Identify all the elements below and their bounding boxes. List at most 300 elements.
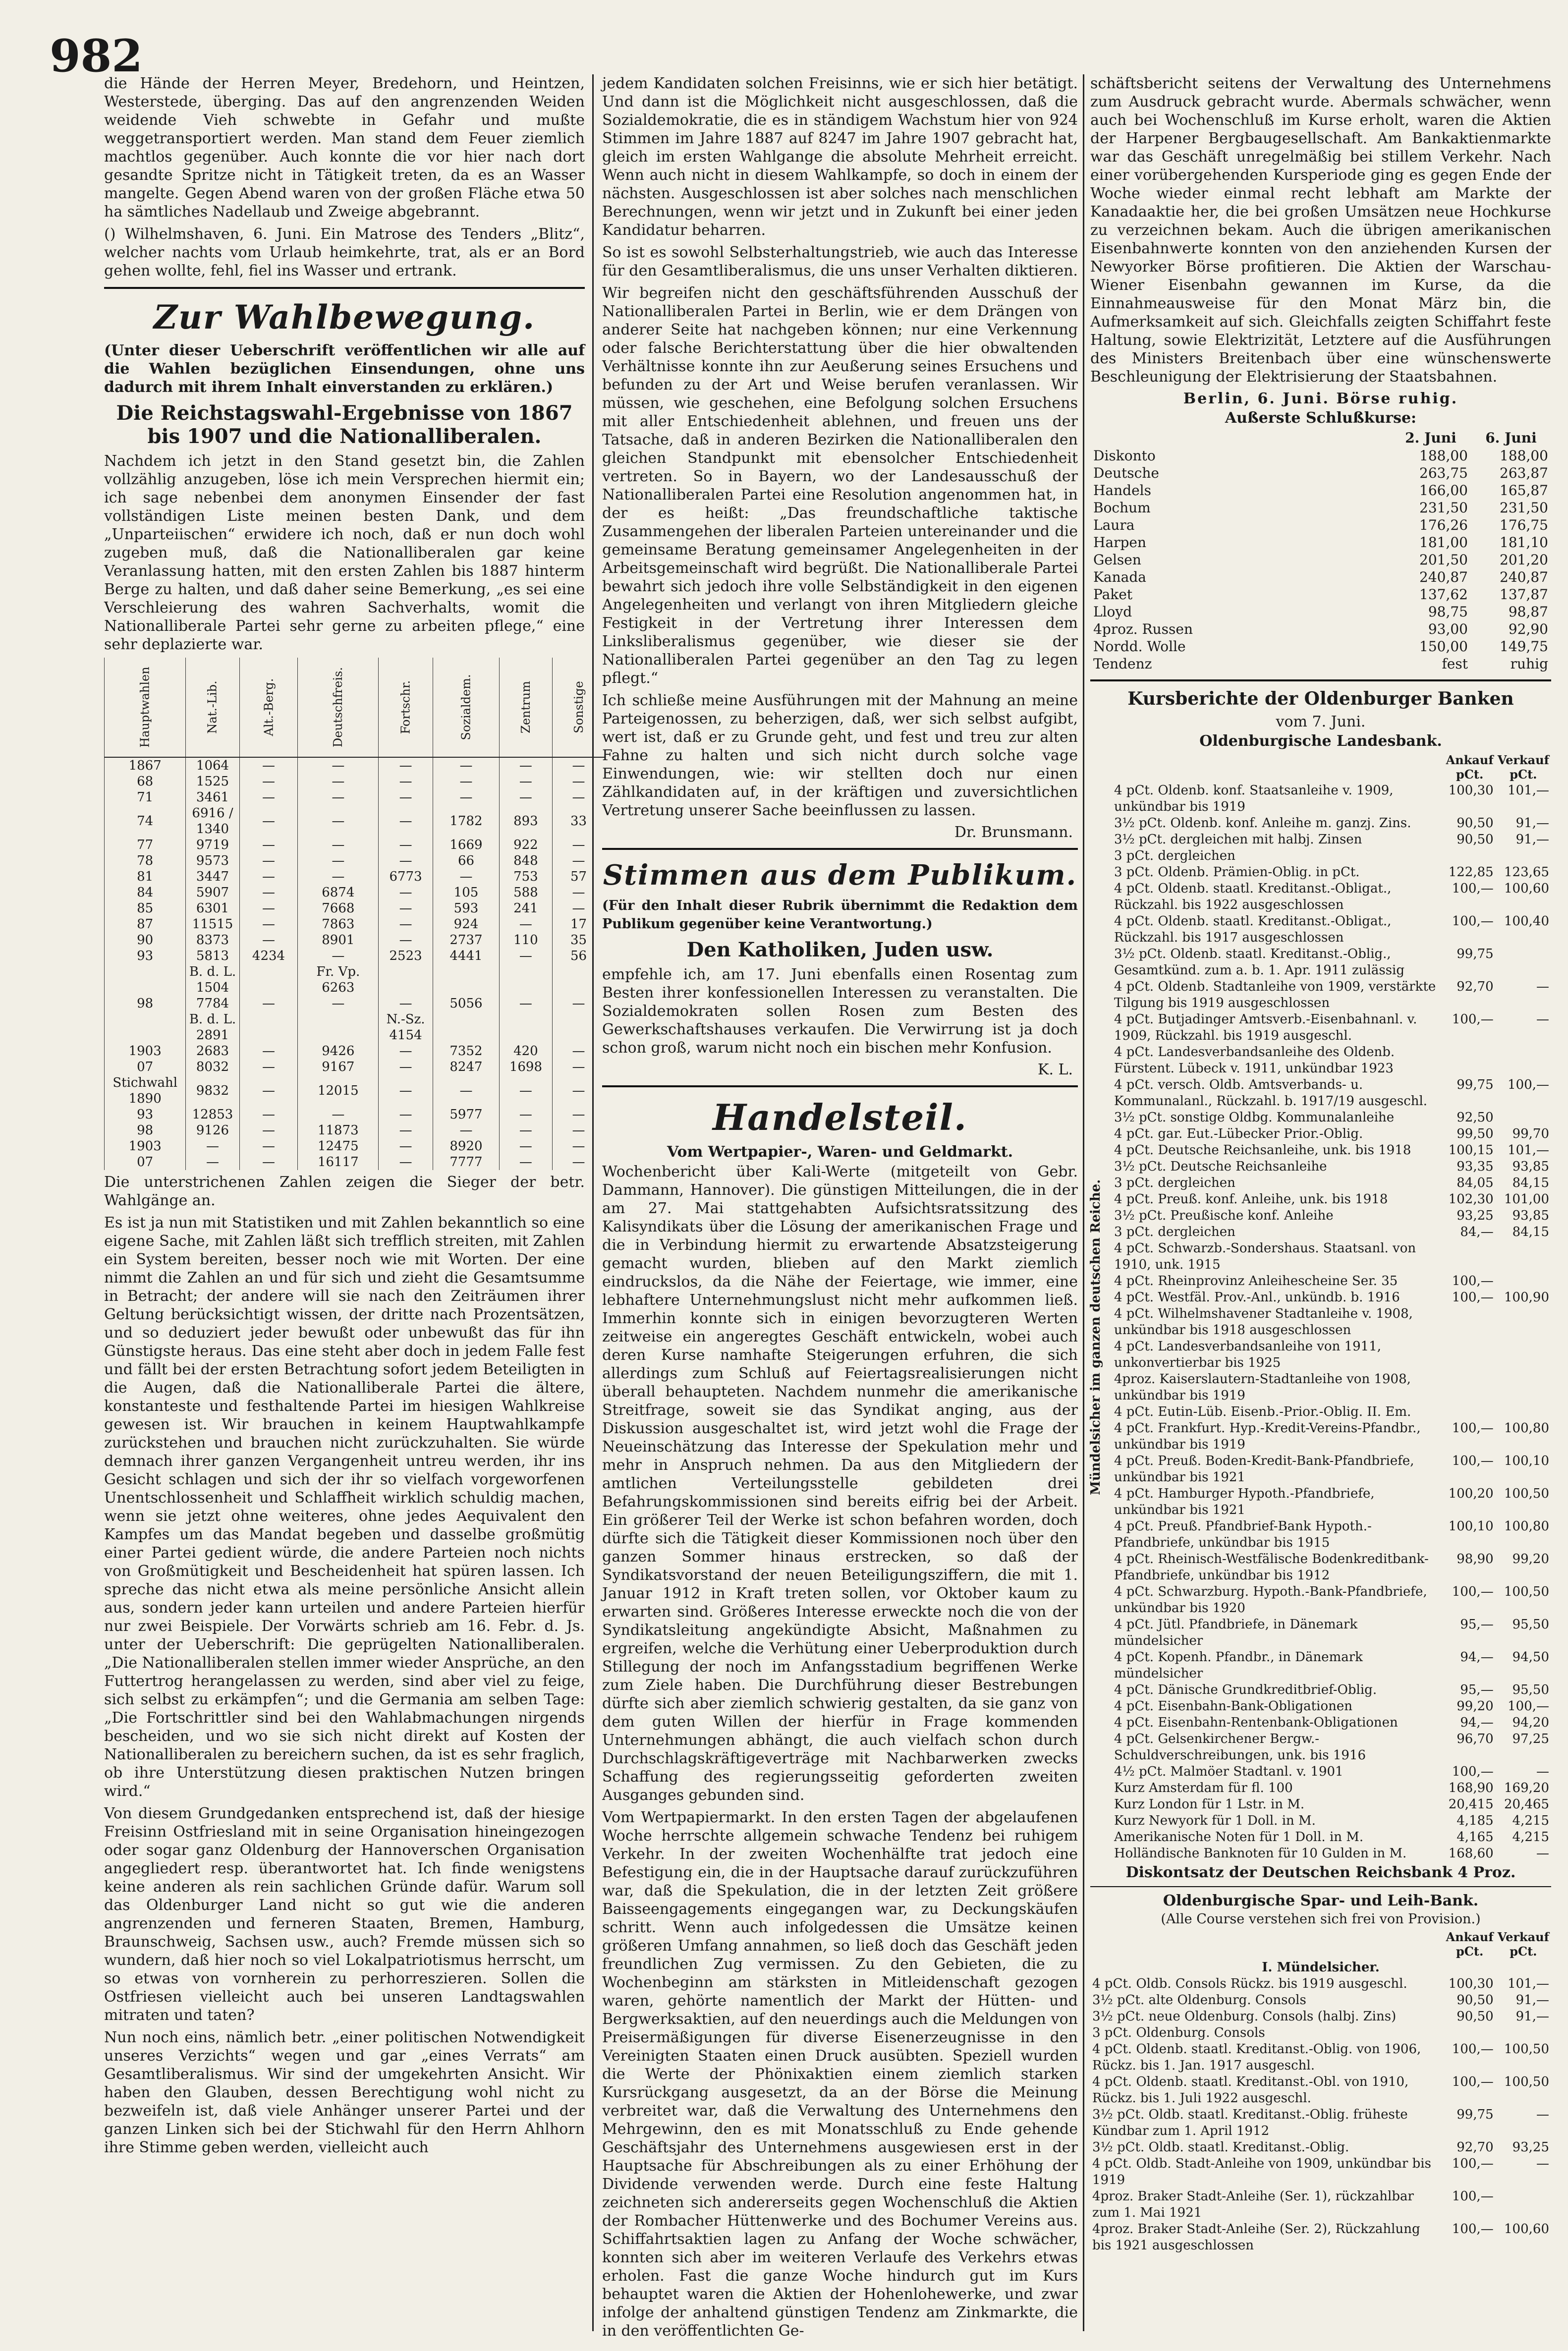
table-cell: Stichwahl 1890 [105,1075,186,1107]
table-cell: 6301 [186,900,239,916]
kurs-cell: 92,50 [1456,1110,1494,1125]
kurs-cell: 4,185 [1456,1813,1494,1828]
table-cell: 893 [500,805,553,837]
bank2-cell: 90,50 [1456,1993,1494,2008]
table-cell: 110 [500,932,553,948]
kurs-row [1112,1731,1551,1764]
kurs-cell: 99,20 [1512,1552,1549,1567]
kurs-cell: 100,— [1452,1290,1494,1305]
table-cell: 98 [105,1122,186,1138]
bank2-header [1090,1929,1444,1959]
table-cell: 1698 [500,1059,553,1075]
kurs-cell [1496,1404,1551,1420]
boerse-cell: Gelsen [1093,552,1141,568]
table-cell: 5977 [433,1107,499,1122]
bank2-row [1090,2156,1551,2188]
table-cell [552,1011,605,1043]
table-header [186,658,239,757]
table-cell: 848 [500,853,553,869]
table-cell: — [239,1138,298,1154]
bank2-row [1090,2025,1551,2041]
bank2-cell [1496,2025,1551,2041]
table-cell: 77 [105,837,186,853]
boerse-cell: Laura [1093,517,1135,533]
kurs-cell: 3½ pCt. sonstige Oldbg. Kommunalanleihe [1114,1110,1395,1125]
bank2-cell: 4 pCt. Oldenb. staatl. Kreditanst.-Oblig. von 1906, Rückz. bis 1. Jan. 1917 ausgeschl. [1092,2042,1421,2073]
kurs-row [1112,1420,1551,1453]
bank2-cell: 3½ pCt. Oldb. staatl. Kreditanst.-Oblig. [1092,2140,1349,2155]
table-cell: 8247 [433,1059,499,1075]
table-cell: — [379,932,433,948]
kurs-cell: 4½ pCt. Malmöer Stadtanl. v. 1901 [1114,1764,1344,1779]
table-cell: 12015 [298,1075,379,1107]
kurs-cell: 93,25 [1456,1208,1494,1223]
table-cell: — [433,869,499,885]
kurs-row [1112,1110,1551,1126]
kurs-cell [1496,1371,1551,1404]
table-cell: — [552,900,605,916]
article-continuation-2: So ist es sowohl Selbsterhaltungstrieb, wie auch das Interesse für den Gesamtliberalismus, die uns unser Verhalten diktieren. [602,244,1078,280]
bank2-cell: 100,50 [1504,2074,1549,2089]
bank2-cell: 91,— [1515,2009,1549,2024]
kurs-cell: 100,— [1452,1584,1494,1599]
kurs-cell [1496,1044,1551,1077]
kurs-row [1112,1846,1551,1862]
kurs-title: Kursberichte der Oldenburger Banken [1127,688,1514,709]
bank2-row [1090,2188,1551,2221]
table-cell [298,1011,379,1043]
table-cell: 588 [500,885,553,900]
bank2-note: (Alle Course verstehen sich frei von Provision.) [1161,1911,1481,1927]
table-header [379,658,433,757]
kurs-cell: 100,80 [1504,1421,1549,1436]
table-cell: — [552,774,605,789]
table-cell: 2683 [186,1043,239,1059]
bank2-row [1090,2041,1551,2074]
table-cell: — [500,789,553,805]
table-row [105,948,605,964]
kurs-cell: 101,— [1508,783,1549,798]
bank2-cell: 90,50 [1456,2009,1494,2024]
kurs-cell: 100,— [1452,1454,1494,1468]
kurs-cell: 4,215 [1512,1813,1549,1828]
boerse-row [1090,551,1551,568]
boerse-cell: 201,20 [1500,552,1548,568]
kurs-cell: 4 pCt. Rheinisch-Westfälische Bodenkreditbank-Pfandbriefe, unkündbar bis 1912 [1114,1552,1429,1583]
kurs-row [1112,1649,1551,1682]
boerse-cell: 98,87 [1508,604,1548,620]
table-cell: — [239,789,298,805]
table-cell: — [239,932,298,948]
table-cell: — [500,996,553,1011]
table-header-label: Zentrum [518,681,533,733]
kurs-row [1112,1486,1551,1518]
kurs-cell: 169,20 [1504,1781,1549,1795]
table-cell: 9126 [186,1122,239,1138]
bank2-cell: 93,25 [1512,2140,1549,2155]
boerse-cell: 181,00 [1419,534,1468,551]
table-cell [239,1011,298,1043]
boerse-cell: Lloyd [1093,604,1132,620]
table-row [105,805,605,837]
table-cell: 1903 [105,1043,186,1059]
boerse-header: 2. Juni [1405,430,1456,446]
kurs-cell: 4 pCt. Preuß. Pfandbrief-Bank Hypoth.-Pfandbriefe, unkündbar bis 1915 [1114,1519,1372,1550]
kurs-cell: 99,50 [1456,1126,1494,1141]
kurs-cell: 101,00 [1504,1192,1549,1207]
boerse-cell: Paket [1093,586,1133,603]
handel-subtitle: Vom Wertpapier-, Waren- und Geldmarkt. [667,1143,1013,1161]
kurs-row [1112,946,1551,979]
table-cell: 66 [433,853,499,869]
table-cell: 1782 [433,805,499,837]
table-cell: — [500,774,553,789]
kurs-cell: 4 pCt. Dänische Grundkreditbrief-Oblig. [1114,1682,1377,1697]
table-cell: 5056 [433,996,499,1011]
table-cell: — [552,789,605,805]
kurs-cell: 4proz. Kaiserslautern-Stadtanleihe von 1908, unkündbar bis 1919 [1114,1372,1411,1403]
kurs-cell [1444,1240,1496,1273]
section-divider [602,848,1078,850]
bank2-cell [1496,2188,1551,2221]
bank2-cell: 92,70 [1456,2140,1494,2155]
kurs-row [1112,979,1551,1011]
table-header-label: Deutschfreis. [331,667,345,747]
kurs-cell: 91,— [1515,832,1549,847]
table-cell: — [552,1107,605,1122]
table-cell: B. d. L. 1504 [186,964,239,996]
boerse-row [1090,464,1551,482]
kurs-cell: 99,75 [1456,1077,1494,1092]
boerse-row [1090,499,1551,516]
table-cell: — [379,885,433,900]
kurs-cell: 4 pCt. Frankfurt. Hyp.-Kredit-Vereins-Pfandbr., unkündbar bis 1919 [1114,1421,1421,1452]
kurs-cell: 4 pCt. Hamburger Hypoth.-Pfandbriefe, unkündbar bis 1921 [1114,1486,1375,1517]
bank2-table [1090,1929,1551,2254]
kurs-cell: 100,— [1452,881,1494,896]
table-cell: — [500,1107,553,1122]
table-cell [105,964,186,996]
kurs-cell [1496,1240,1551,1273]
table-cell: — [500,916,553,932]
kurs-cell: 4 pCt. Rheinprovinz Anleihescheine Ser. 35 [1114,1274,1398,1288]
kurs-cell: 3½ pCt. Preußische konf. Anleihe [1114,1208,1334,1223]
kurs-cell [1444,1044,1496,1077]
table-cell: 12853 [186,1107,239,1122]
boerse-row [1090,447,1551,464]
table-header [552,658,605,757]
table-cell: 1669 [433,837,499,853]
table-cell: — [433,1075,499,1107]
table-cell: 6916 / 1340 [186,805,239,837]
table-cell: — [379,1107,433,1122]
table-cell: 5907 [186,885,239,900]
kurs-cell: 100,60 [1504,881,1549,896]
table-cell: — [433,1122,499,1138]
table-cell: 93 [105,948,186,964]
kurs-cell: 100,90 [1504,1290,1549,1305]
kurs-cell [1496,1110,1551,1126]
table-cell: — [239,757,298,774]
table-cell: — [379,996,433,1011]
kurs-cell: 20,415 [1448,1797,1494,1812]
bank2-cell: 99,75 [1456,2107,1494,2122]
table-cell: — [552,996,605,1011]
table-cell: 98 [105,996,186,1011]
kurs-cell: 94,20 [1512,1715,1549,1730]
boerse-row [1090,655,1551,672]
table-cell [239,964,298,996]
boerse-cell: 181,10 [1500,534,1548,551]
table-cell: — [500,1138,553,1154]
kurs-cell: 3 pCt. Oldenb. Prämien-Oblig. in pCt. [1114,865,1360,880]
boerse-row [1090,568,1551,586]
kurs-cell: 90,50 [1456,832,1494,847]
boerse-cell: 98,75 [1428,604,1468,620]
kurs-cell: 95,50 [1512,1682,1549,1697]
kurs-cell: 4 pCt. Oldenb. Stadtanleihe von 1909, verstärkte Tilgung bis 1919 ausgeschlossen [1114,979,1436,1010]
table-cell: — [239,900,298,916]
table-cell: — [379,1075,433,1107]
table-cell: — [298,853,379,869]
table-cell: — [298,837,379,853]
table-row [105,789,605,805]
bank2-cell: 3½ pCt. neue Oldenburg. Consols (halbj. Zins) [1092,2009,1397,2024]
kurs-cell: 20,465 [1504,1797,1549,1812]
bank2-cell: 101,— [1508,1976,1549,1991]
bank2-cell: 100,— [1452,2074,1494,2089]
table-cell: — [298,1107,379,1122]
kurs-cell: 102,30 [1448,1192,1494,1207]
kurs-row [1112,783,1551,815]
kurs-row [1112,1077,1551,1110]
bank2-row [1090,2107,1551,2139]
kurs-cell: 100,30 [1448,783,1494,798]
bank2-cell: 100,50 [1504,2042,1549,2057]
kurs-cell: 100,— [1508,1699,1549,1714]
kurs-row [1112,1780,1551,1796]
boerse-cell: 166,00 [1419,482,1468,499]
bank2-header: Verkauf pCt. [1497,1930,1549,1959]
table-cell: — [552,1059,605,1075]
bank2-section-label: I. Mündelsicher. [1262,1960,1380,1975]
boerse-cell: Kanada [1093,569,1146,585]
kurs-cell: 4 pCt. Butjadinger Amtsverb.-Eisenbahnanl. v. 1909, Rückzahl. bis 1919 ausgeschl. [1114,1012,1417,1043]
kurs-cell: 4 pCt. Landesverbandsanleihe von 1911, unkonvertierbar bis 1925 [1114,1339,1382,1370]
kurs-row [1112,1682,1551,1698]
kurs-cell: 168,90 [1448,1781,1494,1795]
table-cell: 1064 [186,757,239,774]
kurs-header: Ankauf pCt. [1446,753,1494,782]
kurs-cell: 4 pCt. Westfäl. Prov.-Anl., unkündb. b. 1916 [1114,1290,1400,1305]
kurs-cell [1496,1339,1551,1371]
bank2-row [1090,1992,1551,2009]
table-row [105,932,605,948]
section-note: (Unter dieser Ueberschrift veröffentlichen wir alle auf die Wahlen bezüglichen Einsendungen, ohne uns dadurch mit ihrem Inhalt einverstanden zu erklären.) [104,342,585,396]
table-cell: — [552,1122,605,1138]
kurs-cell: 94,— [1460,1715,1494,1730]
boerse-cell: 165,87 [1500,482,1548,499]
table-cell: — [433,789,499,805]
table-cell: 7668 [298,900,379,916]
kurs-cell: Kurz London für 1 Lstr. in M. [1114,1797,1305,1812]
bank2-row [1090,2139,1551,2156]
kurs-row [1112,1208,1551,1224]
bank2-cell: 4 pCt. Oldb. Stadt-Anleihe von 1909, unkündbar bis 1919 [1092,2156,1431,2187]
table-cell: 9426 [298,1043,379,1059]
section-title-wahlbewegung: Zur Wahlbewegung. [153,298,536,336]
table-cell: 9719 [186,837,239,853]
table-cell: — [500,948,553,964]
kurs-cell: 100,50 [1504,1584,1549,1599]
kurs-cell: 100,— [1452,1012,1494,1027]
table-cell: 90 [105,932,186,948]
vertical-label: Mündelsicher im ganzen deutschen Reiche. [1088,1179,1103,1495]
table-cell: — [379,774,433,789]
table-cell: — [433,774,499,789]
bank2-cell: 3½ pCt. alte Oldenburg. Consols [1092,1993,1306,2008]
boerse-cell: ruhig [1510,656,1548,672]
table-cell: — [239,837,298,853]
boerse-cell: Deutsche [1093,465,1159,481]
table-cell: 241 [500,900,553,916]
table-cell: — [186,1138,239,1154]
section-divider [1090,679,1551,681]
kurs-cell: 84,05 [1456,1176,1494,1190]
market-paragraph: schäftsbericht seitens der Verwaltung des Unternehmens zum Ausdruck gebracht wurde. Abermals schwächer, wenn auch bei Wochenschluß im Kurse erholt, waren die Aktien der Harpener Bergbaugesellschaft. Am Bankaktienmarkte war das Geschäft unregelmäßig bei stillem Verkehr. Nach einer vorübergehenden Kursperiode ging es gegen Ende der Woche wieder einmal recht lebhaft am Markte der Kanadaaktie her, die bei großen Umsätzen neue Hochkurse zu verzeichnen bekam. Auch die übrigen amerikanischen Eisenbahnwerte konnten von den anziehenden Kursen der Newyorker Börse profitieren. Die Aktien der Warschau-Wiener Eisenbahn gewannen im Kurse, da die Einnahmeausweise für den Monat März bin, die Aufmerksamkeit auf sich. Gleichfalls zeigten Schiffahrt feste Haltung, sowie Elektrizität, Letztere auf die Ausführungen des Ministers Breitenbach über eine wünschenswerte Beschleunigung der Elektrisierung der Staatsbahnen. [1090,75,1551,386]
kurs-cell: 4 pCt. Schwarzb.-Sondershaus. Staatsanl. von 1910, unk. 1915 [1114,1241,1416,1272]
kurs-cell: 99,70 [1512,1126,1549,1141]
table-note: Die unterstrichenen Zahlen zeigen die Sieger der betr. Wahlgänge an. [104,1174,585,1209]
table-cell: — [552,853,605,869]
kurs-row [1112,881,1551,913]
boerse-cell: 240,87 [1419,569,1468,585]
kurs-row [1112,1240,1551,1273]
kurs-cell: 123,65 [1504,865,1549,880]
boerse-header [1090,429,1391,447]
table-cell: — [298,805,379,837]
table-cell: — [379,1059,433,1075]
table-cell: — [239,1059,298,1075]
table-cell: 8373 [186,932,239,948]
table-cell: 11873 [298,1122,379,1138]
election-results-table [104,658,605,1170]
table-row [105,996,605,1011]
kurs-cell [1496,1273,1551,1289]
kurs-cell: 94,— [1460,1650,1494,1665]
kurs-row [1112,1453,1551,1486]
table-header [433,658,499,757]
kurs-cell: 4 pCt. gar. Eut.-Lübecker Prior.-Oblig. [1114,1126,1363,1141]
kurs-cell: — [1536,1846,1549,1861]
boerse-cell: Handels [1093,482,1151,499]
table-cell: — [379,1043,433,1059]
kurs-cell: 3½ pCt. Oldenb. staatl. Kreditanst.-Oblig., Gesamtkünd. zum a. b. 1. Apr. 1911 zulässig [1114,947,1405,978]
table-cell: 78 [105,853,186,869]
table-cell: — [500,1075,553,1107]
kurs-cell: 93,85 [1512,1159,1549,1174]
table-cell: 8920 [433,1138,499,1154]
table-cell: 420 [500,1043,553,1059]
table-cell: 85 [105,900,186,916]
kurs-cell [1444,1339,1496,1371]
table-cell [379,964,433,996]
table-row [105,964,605,996]
boerse-row [1090,586,1551,603]
boerse-cell: Nordd. Wolle [1093,638,1186,655]
table-row [105,916,605,932]
column-1 [104,74,585,2331]
table-cell: 35 [552,932,605,948]
table-cell: 2737 [433,932,499,948]
table-cell: 7863 [298,916,379,932]
boerse-cell: 201,50 [1419,552,1468,568]
kurs-cell: Amerikanische Noten für 1 Doll. in M. [1114,1830,1364,1845]
table-cell: 56 [552,948,605,964]
kurs-row [1112,864,1551,881]
stimmen-note: (Für den Inhalt dieser Rubrik übernimmt die Redaktion dem Publikum gegenüber keine Verantwortung.) [602,898,1078,932]
kurs-cell: 4 pCt. Deutsche Reichsanleihe, unk. bis 1918 [1114,1143,1411,1158]
table-cell [500,964,553,996]
kurs-cell: 95,— [1460,1682,1494,1697]
bank2-row [1090,2221,1551,2254]
kurs-cell: 91,— [1515,816,1549,831]
kurs-cell: 98,90 [1456,1552,1494,1567]
table-cell: 93 [105,1107,186,1122]
table-cell: 922 [500,837,553,853]
kurs-row [1112,832,1551,848]
table-cell: 9167 [298,1059,379,1075]
kurs-cell [1444,1371,1496,1404]
table-cell: 4441 [433,948,499,964]
kurs-cell: 3½ pCt. Oldenb. konf. Anleihe m. ganzj. Zins. [1114,816,1411,831]
kurs-row [1112,1289,1551,1306]
table-row [105,757,605,774]
table-cell: — [379,1138,433,1154]
kurs-row [1112,1584,1551,1617]
kurs-row [1112,1404,1551,1420]
column-2 [602,74,1078,2340]
kurs-row [1112,1224,1551,1240]
boerse-row [1090,638,1551,655]
table-cell: — [186,1154,239,1170]
kurs-cell: 4 pCt. Oldenb. staatl. Kreditanst.-Obligat., Rückzahl. bis 1922 ausgeschlossen [1114,881,1392,912]
table-cell: 11515 [186,916,239,932]
article-paragraph-2: Es ist ja nun mit Statistiken und mit Zahlen bekanntlich so eine eigene Sache, mit Zahlen läßt sich trefflich streiten, mit Zahlen ein System bereiten, besser noch wie mit Worten. Der eine nimmt die Zahlen an und für sich und zieht die Gesamtsumme in Betracht; der andere will sie nach den Zeiträumen ihrer Geltung berücksichtigt wissen, der dritte nach Prozentsätzen, und so deduziert jeder bewußt oder unbewußt das für ihn Günstigste heraus. Das eine steht aber doch in jedem Falle fest und fällt bei der ersten Betrachtung sofort jedem Beteiligten in die Augen, daß die Nationalliberale Partei die ältere, konstanteste und festhaltende Partei im hiesigen Wahlkreise gewesen ist. Wir brauchen in keinem Hauptwahlkampfe zurückstehen und brauchen nicht zurückzuhalten. Sie würde demnach ihrer ganzen Vergangenheit untreu werden, ihr ins Gesicht schlagen und sich der ihr so vielfach vorgeworfenen Unentschlossenheit und Schlaffheit wirklich schuldig machen, wenn sie jetzt ohne weiteres, ohne jedes Aequivalent den Kampfes um das Mandat begeben und dasselbe großmütig einer Partei gedient würde, die andere Parteien noch nichts von Großmütigkeit und Bescheidenheit hat spüren lassen. Ich spreche das nicht etwa als meine persönliche Ansicht allein aus, sondern jeder kann urteilen und andere Parteien hierfür nur zwei Beispiele. Der Vorwärts schrieb am 16. Febr. d. Js. unter der Ueberschrift: Die geprügelten Nationalliberalen. „Die Nationalliberalen stellen immer wieder Ansprüche, an den Futtertrog herangelassen zu werden, sind aber viel zu feige, sich selbst zu erkämpfen“; und die Germania am selben Tage: „Die Fortschrittler sind bei den Wahlabmachungen nirgends bescheiden, und wo sie sich nicht direkt auf Kosten der Nationalliberalen zu bereichern suchen, da ist es sehr fraglich, ob ihre Unterstützung diesen praktischen Nutzen bringen wird.“ [104,1214,585,1800]
kurs-cell: 84,15 [1512,1176,1549,1190]
kurs-cell [1496,1306,1551,1339]
kurs-cell [1496,946,1551,979]
article-continuation-3: Wir begreifen nicht den geschäftsführenden Ausschuß der Nationalliberalen Partei in Berlin, wie er dem Drängen von anderer Seite hat nachgeben können; nur eine Verkennung oder falsche Berichterstattung über die hier obwaltenden Verhältnisse konnte ihn zur Aeußerung seines Ersuchens und befunden zu der Art und Weise berufen veranlassen. Wir müssen, wie geschehen, eine Befolgung solchen Ersuchens mit aller Entschiedenheit ablehnen, und freuen uns der Tatsache, daß in anderen Bezirken die Nationalliberalen den gleichen Standpunkt mit ebensolcher Entschiedenheit vertreten. So in Bayern, wo der Landesausschuß der Nationalliberalen Partei eine Resolution angenommen hat, in der es heißt: „Das freundschaftliche taktische Zusammengehen der liberalen Parteien untereinander und die gemeinsame Beratung gemeinsamer Angelegenheiten in der Arbeitsgemeinschaft wird begrüßt. Die Nationalliberale Partei bewahrt sich jedoch ihre volle Selbständigkeit in den eigenen Angelegenheiten und verlangt von ihren Mitgliedern gleiche Festigkeit in der Vertretung ihrer Interessen dem Linksliberalismus gegenüber, wie dieser sie der Nationalliberalen Partei gegenüber an den Tag zu legen pflegt.“ [602,284,1078,687]
kurs-cell: 93,85 [1512,1208,1549,1223]
kurs-table [1112,752,1551,1862]
kurs-cell: 92,70 [1456,979,1494,994]
boerse-cell: 263,75 [1419,465,1468,481]
table-cell: — [298,774,379,789]
kurs-cell: 100,10 [1448,1519,1494,1534]
table-row [105,1059,605,1075]
kurs-row [1112,1159,1551,1175]
table-cell: 57 [552,869,605,885]
table-header-label: Sozialdem. [459,674,473,740]
kurs-cell: 100,20 [1448,1486,1494,1501]
table-cell: 5813 [186,948,239,964]
table-cell: — [552,1043,605,1059]
bank2-cell: 100,30 [1448,1976,1494,1991]
kurs-cell: 3 pCt. dergleichen [1114,1176,1235,1190]
handel-paragraph-1: Wochenbericht über Kali-Werte (mitgeteilt von Gebr. Dammann, Hannover). Die günstigen Mitteilungen, die in der am 27. Mai stattgehabten Aufsichtsratssitzung des Kalisyndikats über die Lösung der amerikanischen Frage und die in Verbindung hiermit zu erwartende Absatzsteigerung gemacht wurden, blieben auf den Markt ziemlich eindruckslos, da die Nähe der Feiertage, wie immer, eine lebhaftere Unternehmungslust nicht mehr aufkommen ließ. Immerhin konnte sich in einigen bevorzugteren Werten zeitweise ein angeregtes Geschäft entwickeln, wobei auch deren Kurse namhafte Steigerungen erfuhren, die sich allerdings zum Schluß auf Feiertagsrealisierungen nicht überall behaupteten. Nachdem nunmehr die amerikanische Streitfrage, soweit sie das Syndikat anging, aus der Diskussion ausgeschaltet ist, wird jetzt wohl die Frage der Neueinschätzung das Interesse der Spekulation mehr und mehr in Anspruch nehmen. Da aus den Mitgliedern der amtlichen Verteilungsstelle gebildeten drei Befahrungskommissionen sind bereits eifrig bei der Arbeit. Ein größerer Teil der Werke ist schon befahren worden, doch dürfte sich die Tätigkeit dieser Kommissionen noch über den ganzen Sommer hinaus erstrecken, so daß der Syndikatsvorstand der neuen Beteiligungsziffern, die mit 1. Januar 1912 in Kraft treten sollen, vor Oktober kaum zu erwarten sind. Größeres Interesse erweckte noch die von der Syndikatsleitung angekündigte Absicht, Maßnahmen zu ergreifen, welche die Verhütung einer Ueberproduktion durch Stillegung der noch im Anfangsstadium begriffenen Werke zum Ziele haben. Die Durchführung dieser Bestrebungen dürfte sich aber ziemlich schwierig gestalten, da sie ganz von dem guten Willen der hierfür in Frage kommenden Unternehmungen abhängt, die auch vielfach schon durch Durchschlagskräftigeverträge mit Nachbarwerken zwecks Schaffung des regierungsseitig geforderten zweiten Ausganges gebunden sind. [602,1163,1078,1804]
table-header [105,658,186,757]
